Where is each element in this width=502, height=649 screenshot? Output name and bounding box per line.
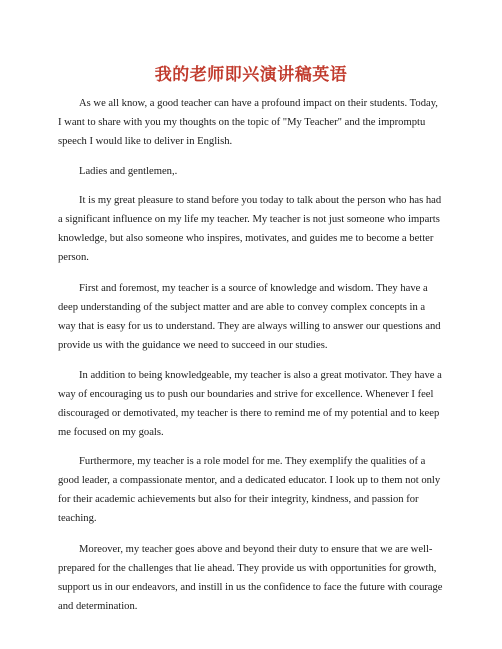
paragraph-role-model: Furthermore, my teacher is a role model for me. They exemplify the qualities of a good leader, a compassionate mentor, and a dedicated educator. I look up to them not only for their academic achievements but also for their integrity, kindness, and passion for teaching.: [58, 456, 441, 524]
document-title: 我的老师即兴演讲稿英语: [154, 65, 348, 85]
paragraph-opening: It is my great pleasure to stand before you today to talk about the person who has had a significant influence on my life my teacher. My teacher is not just someone who imparts knowledge, but also someone who inspires, motivates, and guides me to become a better person.: [58, 195, 442, 263]
paragraph-greeting: Ladies and gentlemen,.: [79, 166, 178, 177]
paragraph-motivator: In addition to being knowledgeable, my teacher is also a great motivator. They have a way of encouraging us to push our boundaries and strive for excellence. Whenever I feel discouraged or demotivated, my teacher is there to remind me of my potential and to keep me focused on my goals.: [58, 370, 442, 438]
paragraph-intro: As we all know, a good teacher can have a profound impact on their students. Today, I want to share with you my thoughts on the topic of "My Teacher" and the impromptu speech I would like to deliver in English.: [58, 98, 438, 147]
paragraph-knowledge: First and foremost, my teacher is a source of knowledge and wisdom. They have a deep understanding of the subject matter and are able to convey complex concepts in a way that is easy for us to understand. They are always willing to answer our questions and provide us with the guidance we need to succeed in our studies.: [58, 283, 441, 351]
paragraph-preparation: Moreover, my teacher goes above and beyond their duty to ensure that we are well-prepared for the challenges that lie ahead. They provide us with opportunities for growth, support us in our endeavors, and instill in us the confidence to face the future with courage and determination.: [58, 544, 443, 612]
